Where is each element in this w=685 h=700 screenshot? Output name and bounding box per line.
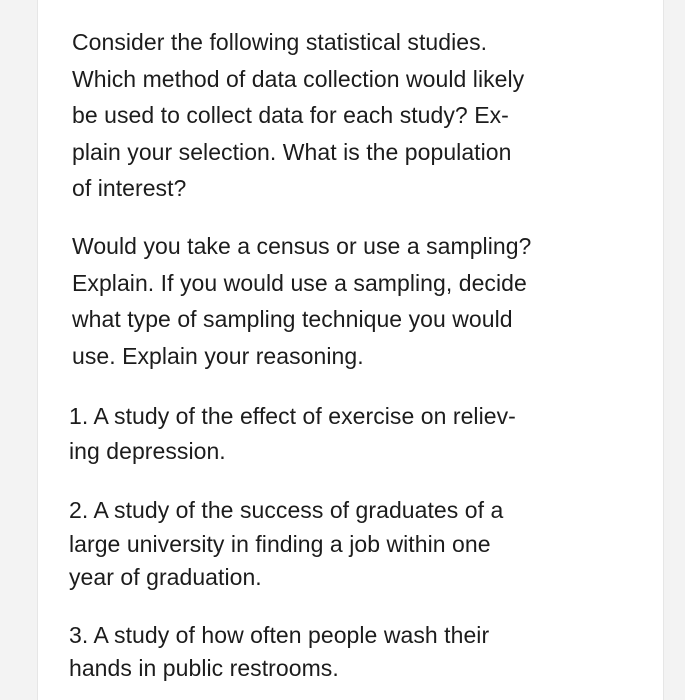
study-item-2: 2. A study of the success of graduates of a large university in finding a job within one year of graduation. — [69, 497, 504, 590]
census-paragraph: Would you take a census or use a sampling? Explain. If you would use a sampling, decide what type of sampling technique you would use. Explain your reasoning. — [72, 233, 532, 369]
question-card — [37, 0, 664, 700]
intro-paragraph: Consider the following statistical studies. Which method of data collection would likely be used to collect data for each study? Ex- plain your selection. What is the population of interest? — [72, 29, 525, 201]
study-item-1: 1. A study of the effect of exercise on reliev- ing depression. — [69, 403, 516, 464]
study-item-3: 3. A study of how often people wash their hands in public restrooms. — [69, 622, 490, 681]
